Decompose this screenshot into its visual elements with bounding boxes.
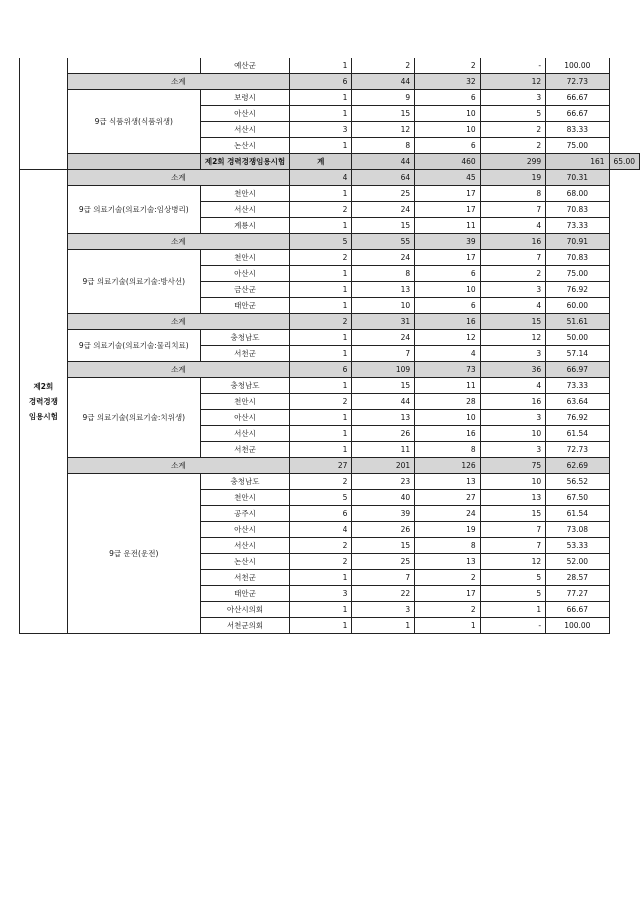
applicants-cell: 64 xyxy=(352,170,415,186)
failed-cell: 4 xyxy=(480,378,545,394)
failed-cell: 13 xyxy=(480,490,545,506)
applicants-cell: 13 xyxy=(352,282,415,298)
positions-cell: 2 xyxy=(290,538,352,554)
positions-cell: 2 xyxy=(290,554,352,570)
failed-cell: 161 xyxy=(546,154,609,170)
rate-cell: 72.73 xyxy=(546,442,609,458)
grand-total-row xyxy=(20,154,640,170)
applicants-cell: 26 xyxy=(352,522,415,538)
job-title-cell: 9급 식품위생(식품위생) xyxy=(67,90,200,154)
passed-cell: 17 xyxy=(415,586,480,602)
subtotal-row xyxy=(20,314,640,330)
failed-cell: 2 xyxy=(480,266,545,282)
passed-cell: 299 xyxy=(480,154,545,170)
positions-cell: 5 xyxy=(290,234,352,250)
positions-cell: 1 xyxy=(290,298,352,314)
positions-cell: 2 xyxy=(290,474,352,490)
failed-cell: 8 xyxy=(480,186,545,202)
rate-cell: 75.00 xyxy=(546,138,609,154)
applicants-cell: 25 xyxy=(352,186,415,202)
positions-cell: 4 xyxy=(290,170,352,186)
applicants-cell: 24 xyxy=(352,202,415,218)
rate-cell: 66.67 xyxy=(546,106,609,122)
rate-cell: 73.33 xyxy=(546,218,609,234)
passed-cell: 28 xyxy=(415,394,480,410)
region-cell: 천안시 xyxy=(200,250,289,266)
rate-cell: 76.92 xyxy=(546,410,609,426)
region-cell: 논산시 xyxy=(200,554,289,570)
grand-total-label: 제2회 경력경쟁임용시험 xyxy=(200,154,289,170)
region-cell: 충청남도 xyxy=(200,378,289,394)
applicants-cell: 55 xyxy=(352,234,415,250)
rate-cell: 52.00 xyxy=(546,554,609,570)
positions-cell: 1 xyxy=(290,442,352,458)
rate-cell: 60.00 xyxy=(546,298,609,314)
passed-cell: 10 xyxy=(415,122,480,138)
job-title-cell: 9급 의료기술(의료기술:방사선) xyxy=(67,250,200,314)
rate-cell: 77.27 xyxy=(546,586,609,602)
job-title-cell: 9급 의료기술(의료기술:물리치료) xyxy=(67,330,200,362)
positions-cell: 4 xyxy=(290,522,352,538)
rate-cell: 68.00 xyxy=(546,186,609,202)
subtotal-label: 소계 xyxy=(67,234,289,250)
grand-total-region: 계 xyxy=(290,154,352,170)
applicants-cell: 109 xyxy=(352,362,415,378)
rate-cell: 70.83 xyxy=(546,250,609,266)
rate-cell: 61.54 xyxy=(546,426,609,442)
passed-cell: 17 xyxy=(415,250,480,266)
region-cell: 아산시 xyxy=(200,106,289,122)
positions-cell: 6 xyxy=(290,506,352,522)
rate-cell: 70.31 xyxy=(546,170,609,186)
rate-cell: 73.33 xyxy=(546,378,609,394)
passed-cell: 73 xyxy=(415,362,480,378)
failed-cell: 10 xyxy=(480,426,545,442)
applicants-cell: 7 xyxy=(352,346,415,362)
applicants-cell: 31 xyxy=(352,314,415,330)
rate-cell: 51.61 xyxy=(546,314,609,330)
table-row xyxy=(20,330,640,346)
positions-cell: 6 xyxy=(290,74,352,90)
failed-cell: 12 xyxy=(480,554,545,570)
region-cell: 충청남도 xyxy=(200,330,289,346)
region-cell: 서산시 xyxy=(200,426,289,442)
applicants-cell: 15 xyxy=(352,378,415,394)
job-title-cell: 9급 의료기술(의료기술:임상병리) xyxy=(67,186,200,234)
positions-cell: 1 xyxy=(290,218,352,234)
failed-cell: 19 xyxy=(480,170,545,186)
region-cell: 예산군 xyxy=(200,58,289,74)
passed-cell: 10 xyxy=(415,410,480,426)
failed-cell: 36 xyxy=(480,362,545,378)
positions-cell: 1 xyxy=(290,346,352,362)
job-title-cell: 9급 운전(운전) xyxy=(67,474,200,634)
passed-cell: 2 xyxy=(415,570,480,586)
rate-cell: 100.00 xyxy=(546,618,609,634)
region-cell: 논산시 xyxy=(200,138,289,154)
applicants-cell: 8 xyxy=(352,138,415,154)
rate-cell: 70.91 xyxy=(546,234,609,250)
region-cell: 계룡시 xyxy=(200,218,289,234)
passed-cell: 13 xyxy=(415,554,480,570)
failed-cell: 16 xyxy=(480,234,545,250)
region-cell: 공주시 xyxy=(200,506,289,522)
exam-group-label-line: 임용시험 xyxy=(28,412,58,421)
positions-cell: 1 xyxy=(290,186,352,202)
applicants-cell: 23 xyxy=(352,474,415,490)
failed-cell: - xyxy=(480,58,545,74)
failed-cell: 3 xyxy=(480,442,545,458)
region-cell: 태안군 xyxy=(200,298,289,314)
passed-cell: 19 xyxy=(415,522,480,538)
positions-cell: 3 xyxy=(290,122,352,138)
rate-cell: 75.00 xyxy=(546,266,609,282)
applicants-cell: 10 xyxy=(352,298,415,314)
passed-cell: 6 xyxy=(415,266,480,282)
passed-cell: 16 xyxy=(415,314,480,330)
passed-cell: 32 xyxy=(415,74,480,90)
applicants-cell: 12 xyxy=(352,122,415,138)
region-cell: 아산시의회 xyxy=(200,602,289,618)
applicants-cell: 39 xyxy=(352,506,415,522)
region-cell: 아산시 xyxy=(200,410,289,426)
applicants-cell: 24 xyxy=(352,330,415,346)
passed-cell: 126 xyxy=(415,458,480,474)
applicants-cell: 40 xyxy=(352,490,415,506)
positions-cell: 1 xyxy=(290,618,352,634)
job-cell-prev xyxy=(67,58,200,74)
region-cell: 아산시 xyxy=(200,522,289,538)
rate-cell: 66.67 xyxy=(546,90,609,106)
applicants-cell: 201 xyxy=(352,458,415,474)
passed-cell: 27 xyxy=(415,490,480,506)
region-cell: 서천군 xyxy=(200,570,289,586)
table-row xyxy=(20,90,640,106)
rate-cell: 28.57 xyxy=(546,570,609,586)
passed-cell: 39 xyxy=(415,234,480,250)
rate-cell: 65.00 xyxy=(609,154,639,170)
failed-cell: 1 xyxy=(480,602,545,618)
rate-cell: 56.52 xyxy=(546,474,609,490)
failed-cell: 5 xyxy=(480,570,545,586)
failed-cell: 15 xyxy=(480,506,545,522)
subtotal-row xyxy=(20,170,640,186)
table-row xyxy=(20,250,640,266)
passed-cell: 12 xyxy=(415,330,480,346)
grand-total-blank xyxy=(67,154,200,170)
passed-cell: 8 xyxy=(415,538,480,554)
positions-cell: 1 xyxy=(290,330,352,346)
positions-cell: 1 xyxy=(290,602,352,618)
rate-cell: 66.97 xyxy=(546,362,609,378)
failed-cell: 3 xyxy=(480,410,545,426)
passed-cell: 45 xyxy=(415,170,480,186)
exam-results-table xyxy=(19,58,640,634)
failed-cell: 12 xyxy=(480,74,545,90)
failed-cell: 3 xyxy=(480,90,545,106)
region-cell: 태안군 xyxy=(200,586,289,602)
applicants-cell: 15 xyxy=(352,218,415,234)
job-title-cell: 9급 의료기술(의료기술:치위생) xyxy=(67,378,200,458)
positions-cell: 44 xyxy=(352,154,415,170)
failed-cell: 16 xyxy=(480,394,545,410)
rate-cell: 76.92 xyxy=(546,282,609,298)
subtotal-label: 소계 xyxy=(67,362,289,378)
region-cell: 서천군 xyxy=(200,346,289,362)
region-cell: 천안시 xyxy=(200,186,289,202)
failed-cell: 7 xyxy=(480,250,545,266)
passed-cell: 11 xyxy=(415,378,480,394)
rate-cell: 62.69 xyxy=(546,458,609,474)
applicants-cell: 44 xyxy=(352,74,415,90)
rate-cell: 50.00 xyxy=(546,330,609,346)
failed-cell: 3 xyxy=(480,346,545,362)
passed-cell: 8 xyxy=(415,442,480,458)
positions-cell: 2 xyxy=(290,202,352,218)
failed-cell: 5 xyxy=(480,586,545,602)
positions-cell: 2 xyxy=(290,314,352,330)
positions-cell: 6 xyxy=(290,362,352,378)
region-cell: 서천군의회 xyxy=(200,618,289,634)
failed-cell: 15 xyxy=(480,314,545,330)
subtotal-label: 소계 xyxy=(67,458,289,474)
failed-cell: 10 xyxy=(480,474,545,490)
rate-cell: 70.83 xyxy=(546,202,609,218)
failed-cell: 7 xyxy=(480,202,545,218)
applicants-cell: 1 xyxy=(352,618,415,634)
passed-cell: 10 xyxy=(415,106,480,122)
positions-cell: 1 xyxy=(290,410,352,426)
applicants-cell: 460 xyxy=(415,154,480,170)
table-row xyxy=(20,378,640,394)
positions-cell: 1 xyxy=(290,266,352,282)
passed-cell: 13 xyxy=(415,474,480,490)
subtotal-label: 소계 xyxy=(67,74,289,90)
positions-cell: 1 xyxy=(290,570,352,586)
applicants-cell: 25 xyxy=(352,554,415,570)
passed-cell: 11 xyxy=(415,218,480,234)
rate-cell: 67.50 xyxy=(546,490,609,506)
applicants-cell: 15 xyxy=(352,106,415,122)
region-cell: 서산시 xyxy=(200,202,289,218)
rate-cell: 100.00 xyxy=(546,58,609,74)
applicants-cell: 8 xyxy=(352,266,415,282)
exam-group-label-line: 제2회 xyxy=(33,382,54,391)
region-cell: 서천군 xyxy=(200,442,289,458)
applicants-cell: 24 xyxy=(352,250,415,266)
positions-cell: 1 xyxy=(290,90,352,106)
rate-cell: 53.33 xyxy=(546,538,609,554)
positions-cell: 1 xyxy=(290,106,352,122)
table-body xyxy=(20,58,640,634)
failed-cell: 12 xyxy=(480,330,545,346)
positions-cell: 3 xyxy=(290,586,352,602)
rate-cell: 66.67 xyxy=(546,602,609,618)
positions-cell: 1 xyxy=(290,282,352,298)
failed-cell: 2 xyxy=(480,122,545,138)
failed-cell: 3 xyxy=(480,282,545,298)
subtotal-label: 소계 xyxy=(67,314,289,330)
positions-cell: 2 xyxy=(290,394,352,410)
failed-cell: 75 xyxy=(480,458,545,474)
rate-cell: 83.33 xyxy=(546,122,609,138)
passed-cell: 17 xyxy=(415,186,480,202)
subtotal-label: 소계 xyxy=(67,170,289,186)
passed-cell: 6 xyxy=(415,138,480,154)
region-cell: 천안시 xyxy=(200,394,289,410)
failed-cell: 5 xyxy=(480,106,545,122)
applicants-cell: 13 xyxy=(352,410,415,426)
region-cell: 서산시 xyxy=(200,122,289,138)
passed-cell: 10 xyxy=(415,282,480,298)
passed-cell: 1 xyxy=(415,618,480,634)
failed-cell: 4 xyxy=(480,218,545,234)
passed-cell: 2 xyxy=(415,602,480,618)
applicants-cell: 22 xyxy=(352,586,415,602)
region-cell: 충청남도 xyxy=(200,474,289,490)
passed-cell: 4 xyxy=(415,346,480,362)
applicants-cell: 9 xyxy=(352,90,415,106)
rate-cell: 63.64 xyxy=(546,394,609,410)
positions-cell: 1 xyxy=(290,58,352,74)
failed-cell: 7 xyxy=(480,538,545,554)
applicants-cell: 2 xyxy=(352,58,415,74)
applicants-cell: 3 xyxy=(352,602,415,618)
failed-cell: - xyxy=(480,618,545,634)
subtotal-row xyxy=(20,362,640,378)
failed-cell: 4 xyxy=(480,298,545,314)
rate-cell: 73.08 xyxy=(546,522,609,538)
subtotal-row xyxy=(20,74,640,90)
applicants-cell: 7 xyxy=(352,570,415,586)
passed-cell: 16 xyxy=(415,426,480,442)
region-cell: 천안시 xyxy=(200,490,289,506)
positions-cell: 5 xyxy=(290,490,352,506)
applicants-cell: 44 xyxy=(352,394,415,410)
passed-cell: 6 xyxy=(415,90,480,106)
rate-cell: 57.14 xyxy=(546,346,609,362)
table-row xyxy=(20,474,640,490)
applicants-cell: 15 xyxy=(352,538,415,554)
region-cell: 금산군 xyxy=(200,282,289,298)
failed-cell: 2 xyxy=(480,138,545,154)
region-cell: 보령시 xyxy=(200,90,289,106)
positions-cell: 1 xyxy=(290,138,352,154)
passed-cell: 24 xyxy=(415,506,480,522)
region-cell: 서산시 xyxy=(200,538,289,554)
group-cell-prev xyxy=(20,58,68,170)
passed-cell: 2 xyxy=(415,58,480,74)
subtotal-row xyxy=(20,458,640,474)
positions-cell: 1 xyxy=(290,426,352,442)
passed-cell: 6 xyxy=(415,298,480,314)
region-cell: 아산시 xyxy=(200,266,289,282)
exam-group-cell xyxy=(20,170,68,634)
positions-cell: 1 xyxy=(290,378,352,394)
rate-cell: 61.54 xyxy=(546,506,609,522)
applicants-cell: 11 xyxy=(352,442,415,458)
subtotal-row xyxy=(20,234,640,250)
applicants-cell: 26 xyxy=(352,426,415,442)
rate-cell: 72.73 xyxy=(546,74,609,90)
failed-cell: 7 xyxy=(480,522,545,538)
positions-cell: 27 xyxy=(290,458,352,474)
positions-cell: 2 xyxy=(290,250,352,266)
table-row xyxy=(20,186,640,202)
exam-group-label-line: 경력경쟁 xyxy=(28,397,58,406)
table-row xyxy=(20,58,640,74)
passed-cell: 17 xyxy=(415,202,480,218)
